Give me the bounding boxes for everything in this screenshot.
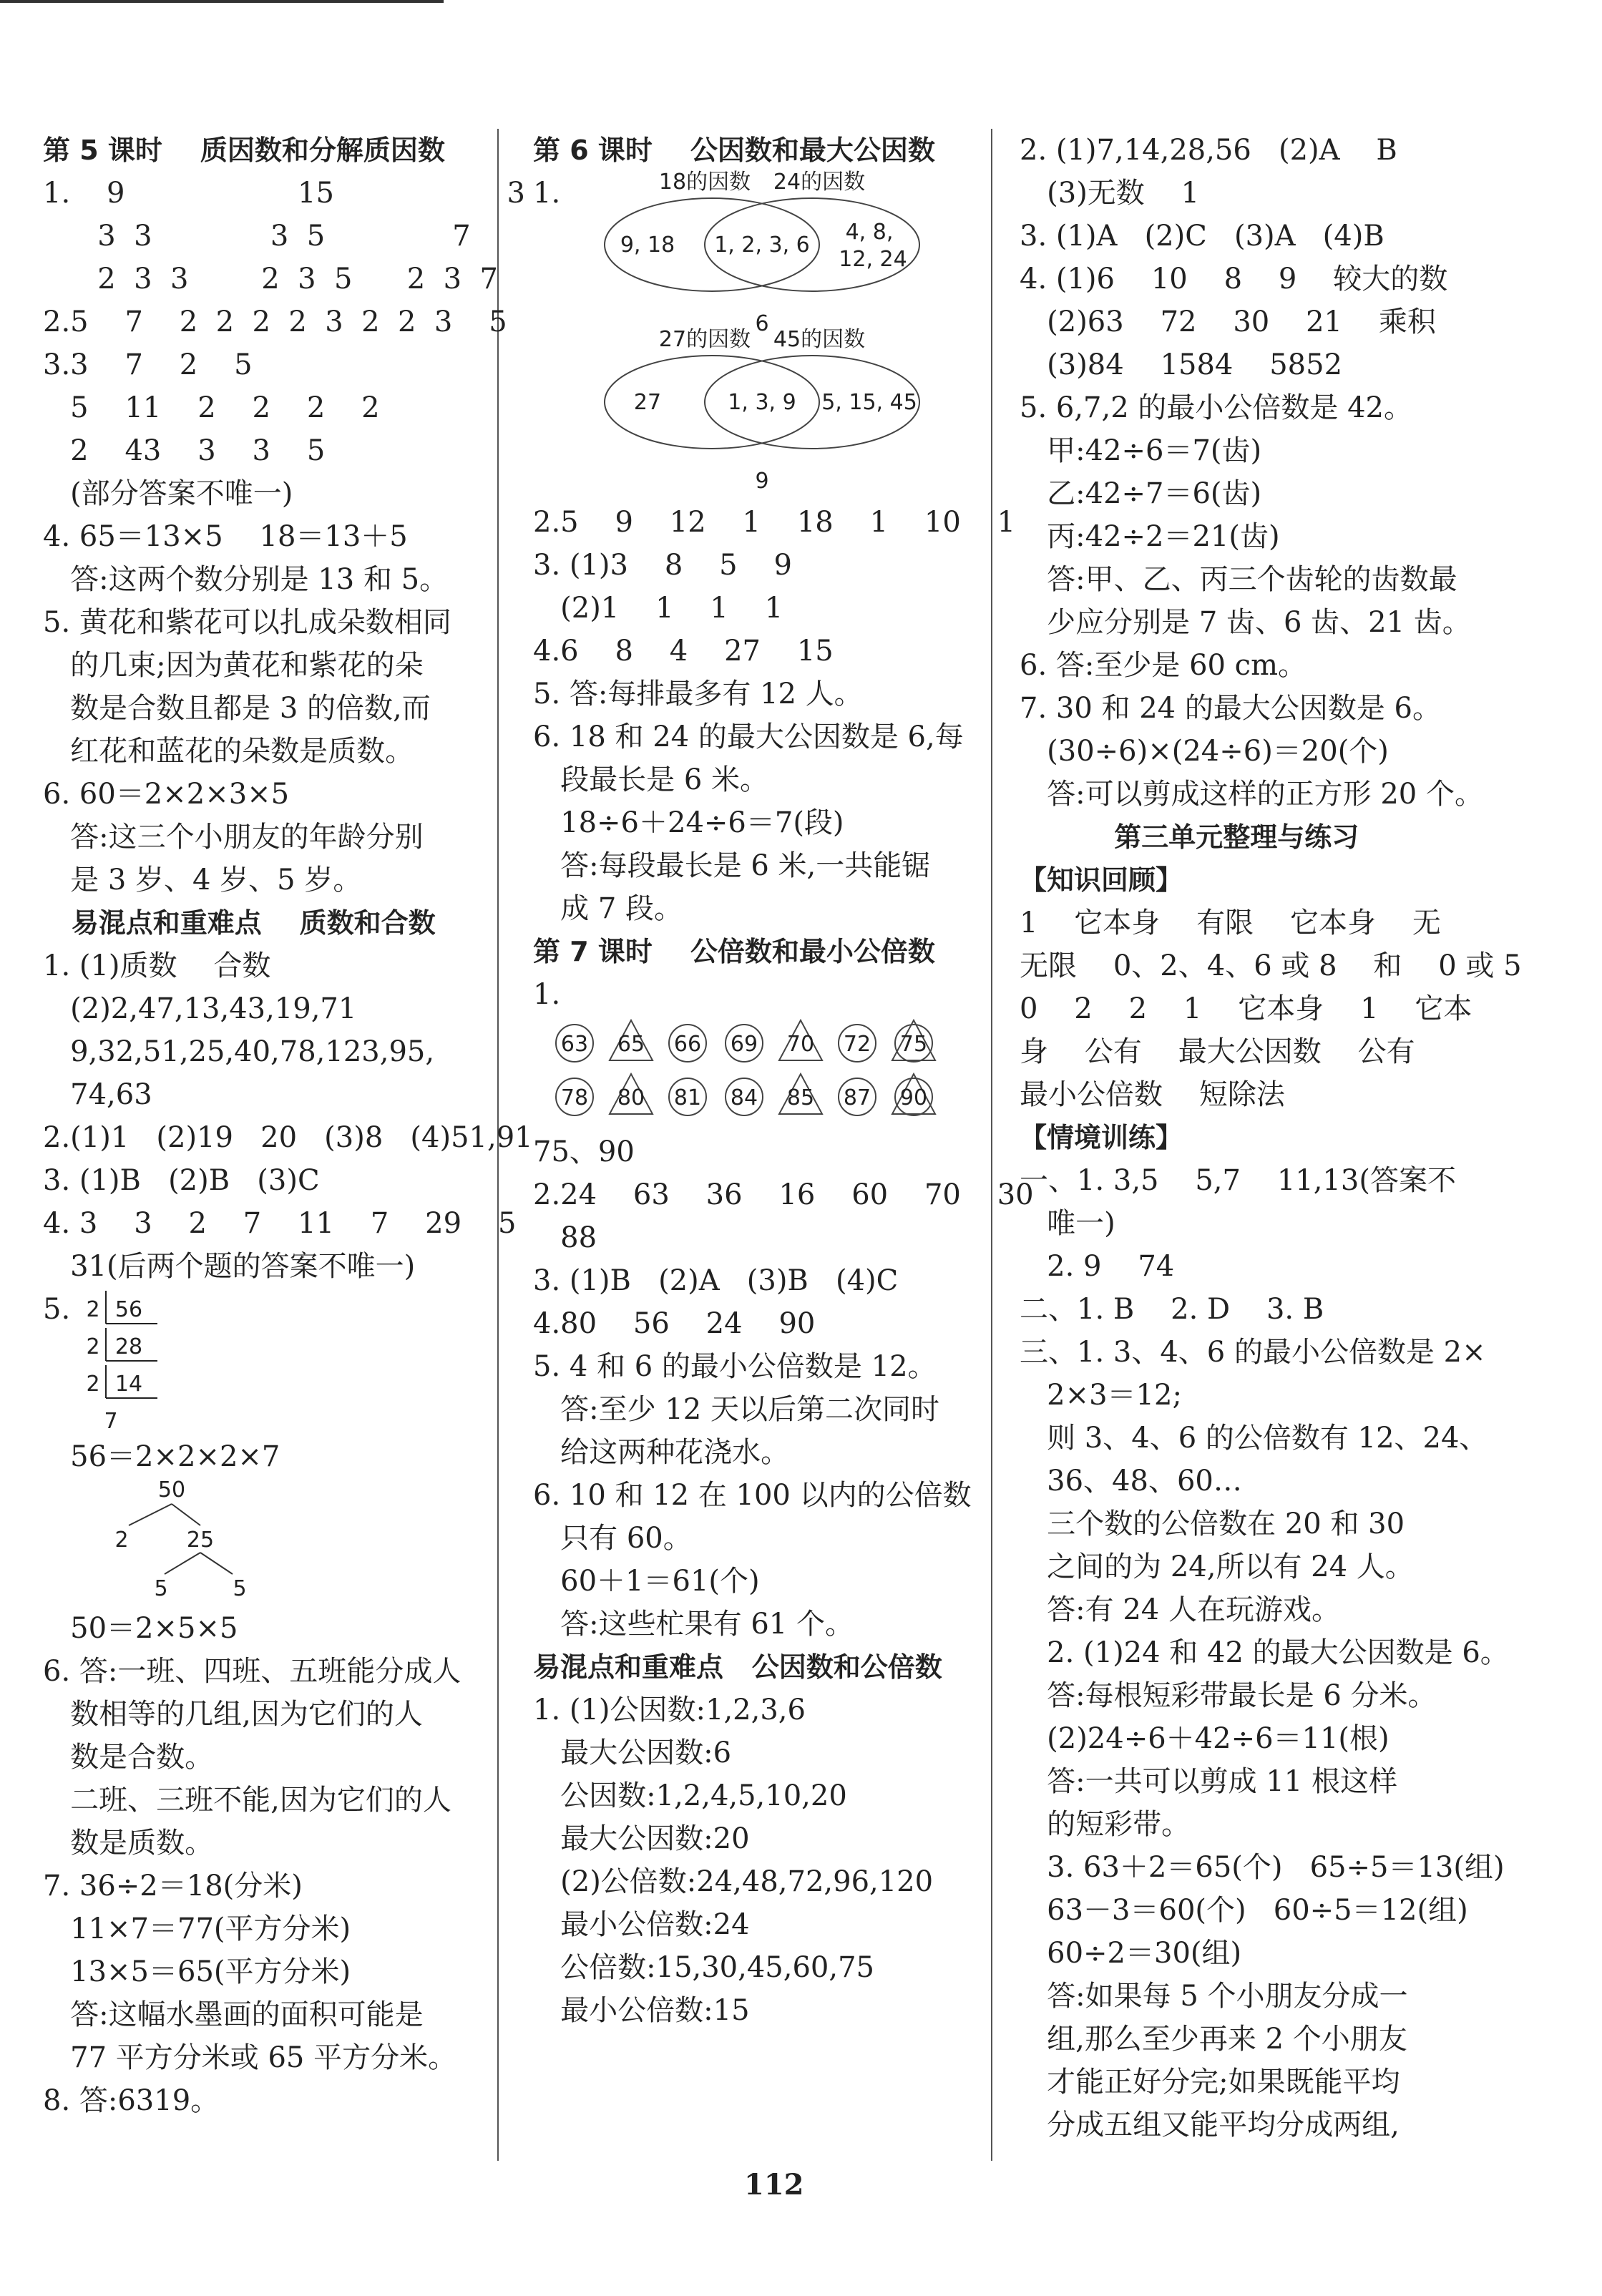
answer-line: 63－3＝60(个) 60÷5＝12(组)	[1020, 1894, 1468, 1927]
answer-line: 31(后两个题的答案不唯一)	[43, 1250, 416, 1283]
section-heading: 第 6 课时 公因数和最大公因数	[533, 135, 935, 166]
ladder-divisor: 2	[86, 1297, 100, 1322]
tree-node: 2	[114, 1528, 129, 1553]
answer-line: (2)2,47,13,43,19,71	[43, 992, 357, 1025]
answer-line: 6. 10 和 12 在 100 以内的公倍数	[533, 1479, 972, 1512]
answer-line: 甲:42÷6＝7(齿)	[1020, 434, 1262, 467]
answer-line: 1. 9 15 3	[43, 177, 525, 210]
answer-line: 3. (1)B (2)B (3)C	[43, 1164, 320, 1197]
answer-line: 11×7＝77(平方分米)	[43, 1912, 351, 1945]
second-left-only-values: 27	[633, 390, 662, 415]
answer-line: (部分答案不唯一)	[43, 477, 293, 510]
short-division-diagram	[43, 1288, 229, 1435]
answer-line: 答:这些杧果有 61 个。	[533, 1608, 854, 1641]
tree-node: 25	[186, 1528, 215, 1553]
answer-line: 6. 答:至少是 60 cm。	[1020, 649, 1307, 682]
answer-line: 答:这两个数分别是 13 和 5。	[43, 563, 449, 596]
answer-line: 3. (1)3 8 5 9	[533, 549, 792, 582]
answer-line: 77 平方分米或 65 平方分米。	[43, 2041, 457, 2074]
answer-line: 2 3 3 2 3 5 2 3 7	[43, 263, 498, 295]
section-heading: 第三单元整理与练习	[1020, 821, 1359, 853]
answer-line: 50＝2×5×5	[43, 1612, 238, 1645]
page-number: 112	[744, 2168, 804, 2202]
number-mark: 81	[673, 1085, 702, 1110]
answer-column-2	[533, 129, 1034, 2161]
tree-leaf: 5	[154, 1576, 168, 1601]
answer-line: 3.3 7 2 5	[43, 348, 253, 381]
answer-line: (2)24÷6＋42÷6＝11(根)	[1020, 1722, 1389, 1755]
answer-line: 最大公因数:6	[533, 1736, 732, 1769]
answer-line: 三、1. 3、4、6 的最小公倍数是 2×	[1020, 1336, 1486, 1369]
answer-line: 最小公倍数:15	[533, 1994, 750, 2027]
number-mark: 63	[560, 1032, 589, 1057]
answer-line: 是 3 岁、4 岁、5 岁。	[43, 864, 362, 897]
ladder-divisor: 2	[86, 1372, 100, 1397]
tree-leaf: 5	[233, 1576, 247, 1601]
answer-line: 才能正好分完;如果既能平均	[1020, 2066, 1400, 2099]
answer-line: (30÷6)×(24÷6)＝20(个)	[1020, 735, 1389, 768]
second-answer: 9	[755, 469, 769, 494]
answer-line: 答:每根短彩带最长是 6 分米。	[1020, 1679, 1437, 1712]
first-common-values: 1, 2, 3, 6	[714, 233, 810, 258]
answer-line: 答:有 24 人在玩游戏。	[1020, 1593, 1340, 1626]
answer-line: 三个数的公倍数在 20 和 30	[1020, 1508, 1405, 1540]
section-heading: 【知识回顾】	[1020, 864, 1183, 896]
answer-line: 6. 18 和 24 的最大公因数是 6,每	[533, 720, 964, 753]
answer-line: 6. 60＝2×2×3×5	[43, 778, 290, 811]
answer-line: 1 它本身 有限 它本身 无	[1020, 907, 1441, 939]
number-mark: 69	[730, 1032, 758, 1057]
multiples-shape-row	[547, 1016, 948, 1066]
answer-line: 3 3 3 5 7	[43, 220, 471, 253]
second-venn-diagram	[576, 322, 977, 501]
answer-line: 2×3＝12;	[1020, 1379, 1182, 1412]
answer-line: 分成五组又能平均分成两组,	[1020, 2109, 1400, 2141]
multiples-shape-row	[547, 1070, 948, 1120]
ladder-divisor: 2	[86, 1334, 100, 1359]
answer-line: 18÷6＋24÷6＝7(段)	[533, 806, 844, 839]
answer-line: 的几束;因为黄花和紫花的朵	[43, 649, 424, 682]
question-number: 1.	[533, 177, 561, 210]
factor-tree-diagram	[86, 1474, 272, 1610]
tree-branch	[129, 1504, 172, 1525]
answer-line: 最小公倍数:24	[533, 1908, 750, 1941]
answer-line: 无限 0、2、4、6 或 8 和 0 或 5	[1020, 949, 1522, 982]
answer-line: 13×5＝65(平方分米)	[43, 1955, 351, 1988]
answer-line: 1.	[533, 978, 561, 1011]
answer-line: 5. 4 和 6 的最小公倍数是 12。	[533, 1350, 937, 1383]
answer-line: 60＋1＝61(个)	[533, 1565, 760, 1598]
number-mark: 70	[786, 1032, 815, 1057]
answer-line: 8. 答:6319。	[43, 2084, 220, 2117]
answer-line: 数相等的几组,因为它们的人	[43, 1698, 423, 1731]
number-mark: 65	[617, 1032, 645, 1057]
answer-line: 2.5 9 12 1 18 1 10 1	[533, 506, 1016, 539]
answer-line: 答:这三个小朋友的年龄分别	[43, 821, 424, 854]
second-right-only-values: 5, 15, 45	[821, 390, 917, 415]
first-venn-diagram	[576, 165, 977, 343]
answer-line: 组,那么至少再来 2 个小朋友	[1020, 2023, 1407, 2056]
section-heading: 第 7 课时 公倍数和最小公倍数	[533, 936, 935, 967]
tree-branch	[200, 1553, 233, 1574]
answer-line: (2)63 72 30 21 乘积	[1020, 306, 1436, 338]
number-mark: 80	[617, 1085, 645, 1110]
second-right-set-label: 45的因数	[773, 327, 866, 352]
number-mark: 78	[560, 1085, 589, 1110]
section-heading: 第 5 课时 质因数和分解质因数	[43, 135, 445, 166]
answer-line: 唯一)	[1020, 1207, 1115, 1240]
answer-line: 36、48、60…	[1020, 1465, 1242, 1498]
answer-line: 7. 30 和 24 的最大公因数是 6。	[1020, 692, 1441, 725]
answer-line: 答:每段最长是 6 米,一共能锯	[533, 849, 931, 882]
section-heading: 易混点和重难点 质数和合数	[43, 907, 436, 939]
second-common-values: 1, 3, 9	[728, 390, 796, 415]
answer-line: 给这两种花浇水。	[533, 1436, 790, 1469]
answer-line: 数是质数。	[43, 1827, 214, 1860]
answer-line: 56＝2×2×2×7	[43, 1440, 280, 1473]
answer-line: 成 7 段。	[533, 892, 683, 925]
answer-line: (3)84 1584 5852	[1020, 348, 1343, 381]
answer-line: 二、1. B 2. D 3. B	[1020, 1293, 1324, 1326]
answer-line: 公倍数:15,30,45,60,75	[533, 1951, 874, 1984]
answer-line: 二班、三班不能,因为它们的人	[43, 1784, 451, 1817]
answer-line: 75、90	[533, 1135, 635, 1168]
answer-line: 5. 6,7,2 的最小公倍数是 42。	[1020, 391, 1412, 424]
answer-line: 只有 60。	[533, 1522, 692, 1555]
answer-line: 2 43 3 3 5	[43, 434, 326, 467]
answer-line: (3)无数 1	[1020, 177, 1200, 210]
answer-line: 4.80 56 24 90	[533, 1307, 816, 1340]
answer-line: 则 3、4、6 的公倍数有 12、24、	[1020, 1422, 1488, 1455]
column-divider-2	[991, 129, 992, 2161]
answer-line: 5 11 2 2 2 2	[43, 391, 380, 424]
first-answer: 6	[755, 311, 769, 336]
answer-line: 一、1. 3,5 5,7 11,13(答案不	[1020, 1164, 1456, 1197]
number-mark: 75	[899, 1032, 928, 1057]
number-mark: 66	[673, 1032, 702, 1057]
tree-branch	[165, 1553, 200, 1574]
first-left-set-label: 18的因数	[658, 170, 751, 195]
answer-line: (2)公倍数:24,48,72,96,120	[533, 1865, 934, 1898]
answer-line: 3. (1)A (2)C (3)A (4)B	[1020, 220, 1384, 253]
answer-line: 1. (1)公因数:1,2,3,6	[533, 1694, 806, 1726]
answer-line: 4.6 8 4 27 15	[533, 635, 834, 668]
answer-line: 2. (1)7,14,28,56 (2)A B	[1020, 134, 1397, 167]
short-division-ladder	[43, 1288, 229, 1435]
answer-line: 7. 36÷2＝18(分米)	[43, 1870, 303, 1902]
number-mark: 87	[843, 1085, 871, 1110]
answer-line: 4. 3 3 2 7 11 7 29 5	[43, 1207, 517, 1240]
answer-line: (2)1 1 1 1	[533, 592, 783, 625]
second-left-set-label: 27的因数	[658, 327, 751, 352]
answer-line: 答:如果每 5 个小朋友分成一	[1020, 1980, 1408, 2013]
answer-line: 4. 65＝13×5 18＝13＋5	[43, 520, 408, 553]
answer-line: 4. (1)6 10 8 9 较大的数	[1020, 263, 1448, 295]
answer-line: 公因数:1,2,4,5,10,20	[533, 1779, 847, 1812]
answer-line: 2.(1)1 (2)19 20 (3)8 (4)51,91	[43, 1121, 533, 1154]
answer-line: 5. 答:每排最多有 12 人。	[533, 678, 863, 710]
answer-column-3	[1020, 129, 1585, 2161]
answer-line: 答:可以剪成这样的正方形 20 个。	[1020, 778, 1483, 811]
question-number: 5.	[43, 1293, 71, 1326]
answer-line: 2. 9 74	[1020, 1250, 1175, 1283]
first-right-set-label: 24的因数	[773, 170, 866, 195]
answer-line: 答:甲、乙、丙三个齿轮的齿数最	[1020, 563, 1457, 596]
number-mark: 72	[843, 1032, 871, 1057]
answer-line: 的短彩带。	[1020, 1808, 1191, 1841]
answer-line: 0 2 2 1 它本身 1 它本	[1020, 992, 1472, 1025]
number-mark: 90	[899, 1085, 928, 1110]
number-mark: 84	[730, 1085, 758, 1110]
answer-line: 2.24 63 36 16 60 70 30	[533, 1178, 1034, 1211]
answer-line: 红花和蓝花的朵数是质数。	[43, 735, 414, 768]
answer-line: 数是合数且都是 3 的倍数,而	[43, 692, 431, 725]
answer-line: 2.5 7 2 2 2 2 3 2 2 3 5	[43, 306, 507, 338]
ladder-dividend: 28	[114, 1334, 143, 1359]
answer-line: 身 公有 最大公因数 公有	[1020, 1035, 1415, 1068]
answer-line: 3. 63＋2＝65(个) 65÷5＝13(组)	[1020, 1851, 1505, 1884]
answer-line: 丙:42÷2＝21(齿)	[1020, 520, 1280, 553]
ladder-dividend: 56	[114, 1297, 143, 1322]
answer-line: 5. 黄花和紫花可以扎成朵数相同	[43, 606, 451, 639]
first-right-only-values: 12, 24	[839, 247, 907, 272]
answer-line: 6. 答:一班、四班、五班能分成人	[43, 1655, 461, 1688]
answer-line: 段最长是 6 米。	[533, 763, 769, 796]
answer-line: 2. (1)24 和 42 的最大公因数是 6。	[1020, 1636, 1509, 1669]
answer-line: 1. (1)质数 合数	[43, 949, 271, 982]
tree-branch	[172, 1504, 200, 1525]
first-right-only-values: 4, 8,	[845, 220, 894, 245]
section-heading: 【情境训练】	[1020, 1122, 1183, 1153]
first-left-only-values: 9, 18	[620, 233, 675, 258]
answer-line: 60÷2＝30(组)	[1020, 1937, 1242, 1970]
answer-line: 74,63	[43, 1078, 152, 1111]
answer-line: 3. (1)B (2)A (3)B (4)C	[533, 1264, 899, 1297]
answer-line: 9,32,51,25,40,78,123,95,	[43, 1035, 435, 1068]
answer-line: 之间的为 24,所以有 24 人。	[1020, 1550, 1414, 1583]
tree-root: 50	[157, 1477, 186, 1503]
answer-column-1	[43, 129, 533, 2161]
answer-line: 乙:42÷7＝6(齿)	[1020, 477, 1262, 510]
answer-line: 最大公因数:20	[533, 1822, 750, 1855]
answer-line: 88	[533, 1221, 597, 1254]
answer-line: 少应分别是 7 齿、6 齿、21 齿。	[1020, 606, 1471, 639]
answer-line: 答:这幅水墨画的面积可能是	[43, 1998, 424, 2031]
section-heading: 易混点和重难点 公因数和公倍数	[533, 1651, 942, 1683]
answer-line: 数是合数。	[43, 1741, 214, 1774]
number-mark: 85	[786, 1085, 815, 1110]
answer-line: 答:一共可以剪成 11 根这样	[1020, 1765, 1397, 1798]
answer-line: 答:至少 12 天以后第二次同时	[533, 1393, 939, 1426]
answer-line: 最小公倍数 短除法	[1020, 1078, 1285, 1111]
ladder-quotient: 7	[104, 1409, 118, 1434]
top-edge-line	[0, 0, 444, 3]
ladder-dividend: 14	[114, 1372, 143, 1397]
